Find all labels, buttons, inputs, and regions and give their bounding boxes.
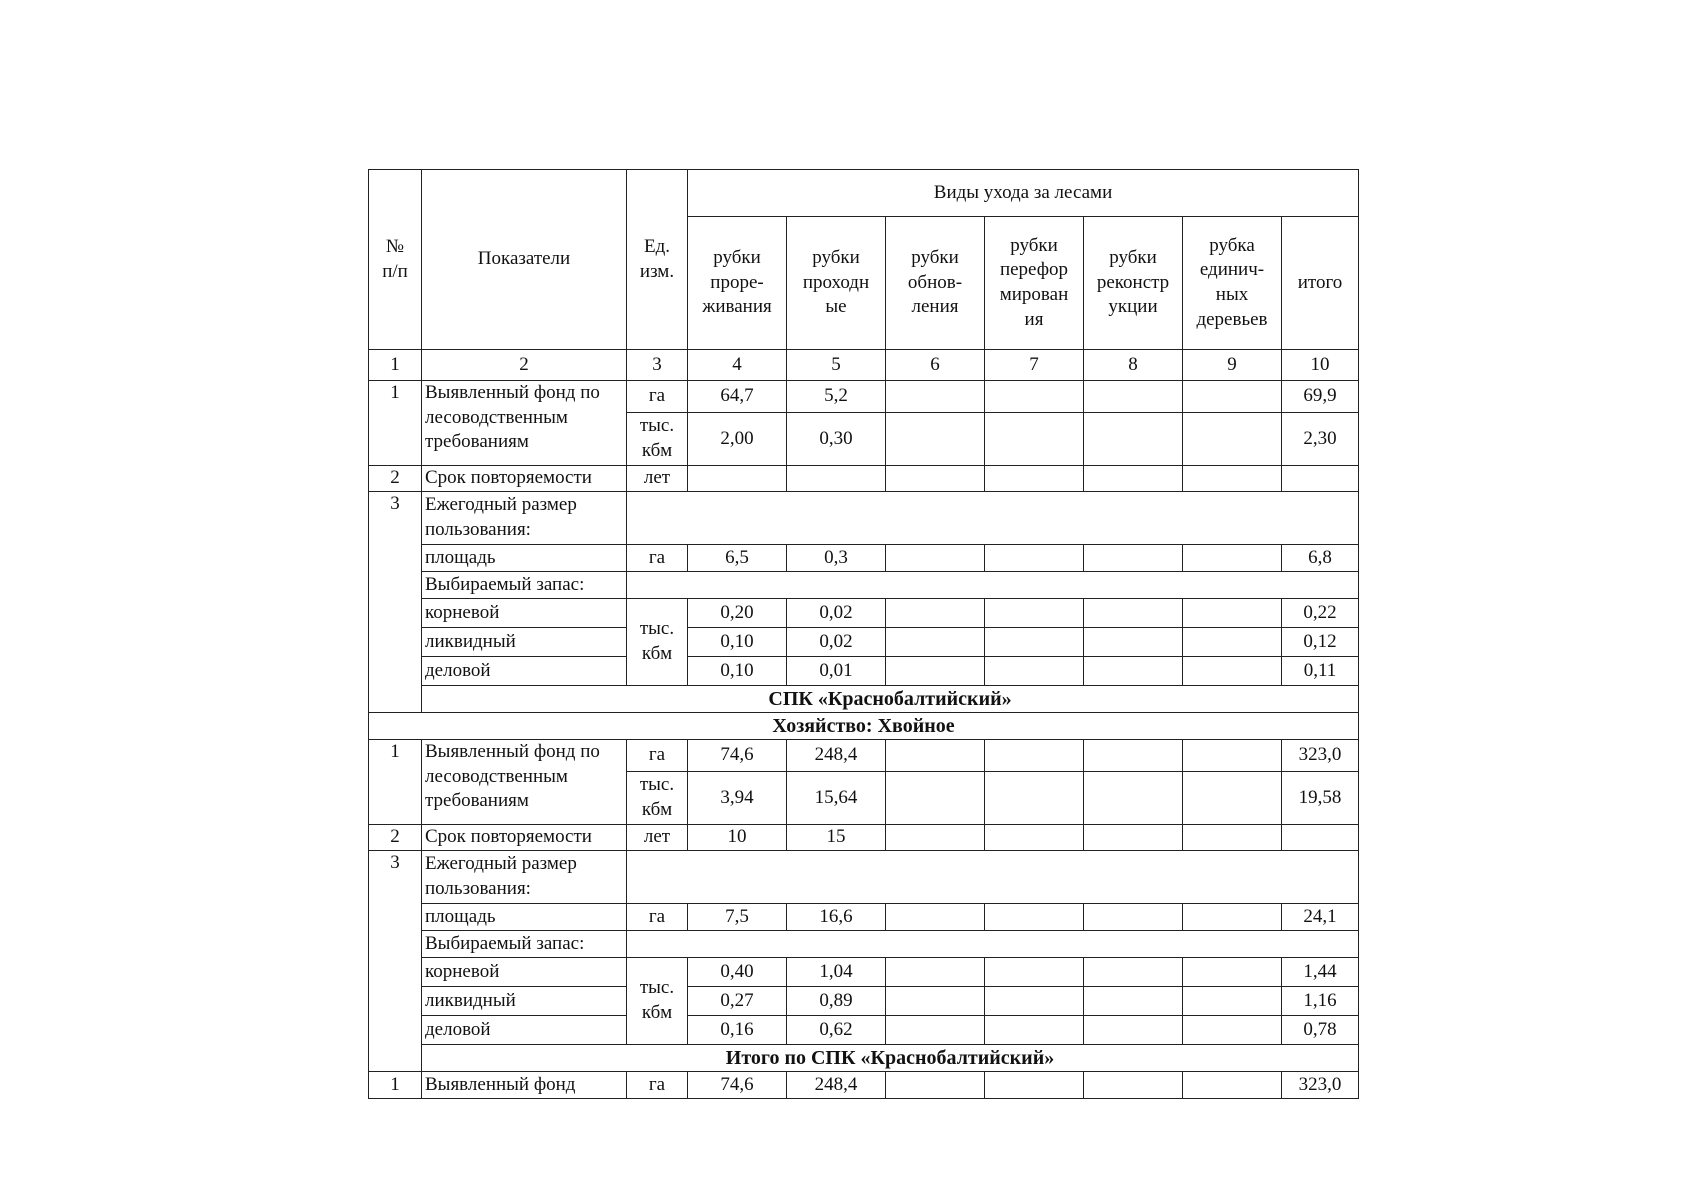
value-cell xyxy=(1183,1072,1282,1099)
unit-cell: лет xyxy=(627,825,688,851)
unit-cell: га xyxy=(627,904,688,931)
value-cell: 10 xyxy=(688,825,787,851)
unit-cell: тыс. кбм xyxy=(627,772,688,825)
value-cell xyxy=(886,1072,985,1099)
value-cell xyxy=(688,466,787,492)
value-cell xyxy=(1084,904,1183,931)
value-cell xyxy=(1084,740,1183,772)
table-row xyxy=(369,1045,1359,1072)
value-cell: 0,02 xyxy=(787,628,886,657)
value-cell xyxy=(985,545,1084,572)
value-cell xyxy=(985,657,1084,686)
value-cell xyxy=(1084,772,1183,825)
value-cell xyxy=(985,1016,1084,1045)
column-number: 1 xyxy=(369,350,422,381)
empty-cell xyxy=(627,851,1359,904)
value-cell xyxy=(1183,772,1282,825)
unit-cell: га xyxy=(627,1072,688,1099)
value-cell xyxy=(787,466,886,492)
value-cell: 0,30 xyxy=(787,413,886,466)
unit-cell: га xyxy=(627,381,688,413)
value-cell xyxy=(886,628,985,657)
value-cell: 0,62 xyxy=(787,1016,886,1045)
value-cell xyxy=(1084,599,1183,628)
value-cell: 1,16 xyxy=(1282,987,1359,1016)
value-cell xyxy=(886,413,985,466)
table-row xyxy=(369,628,1359,657)
indicator-label: Выявленный фонд по лесоводственным требованиям xyxy=(422,740,627,825)
column-number: 7 xyxy=(985,350,1084,381)
column-header: Ед. изм. xyxy=(627,170,688,350)
value-cell: 0,27 xyxy=(688,987,787,1016)
table-row xyxy=(369,987,1359,1016)
row-number: 1 xyxy=(369,1072,422,1099)
value-cell xyxy=(985,772,1084,825)
value-cell: 0,11 xyxy=(1282,657,1359,686)
value-cell: 15,64 xyxy=(787,772,886,825)
value-cell: 0,78 xyxy=(1282,1016,1359,1045)
value-cell xyxy=(1084,545,1183,572)
indicator-label: Срок повторяемости xyxy=(422,825,627,851)
value-cell xyxy=(1084,628,1183,657)
value-cell: 5,2 xyxy=(787,381,886,413)
value-cell xyxy=(1183,987,1282,1016)
value-cell: 1,04 xyxy=(787,958,886,987)
column-header: рубки проре- живания xyxy=(688,217,787,350)
value-cell xyxy=(886,772,985,825)
value-cell: 323,0 xyxy=(1282,740,1359,772)
table-row xyxy=(369,904,1359,931)
value-cell xyxy=(985,413,1084,466)
value-cell: 0,01 xyxy=(787,657,886,686)
indicator-label: ликвидный xyxy=(422,628,627,657)
indicator-label: деловой xyxy=(422,1016,627,1045)
row-number: 2 xyxy=(369,466,422,492)
value-cell xyxy=(886,545,985,572)
column-number: 5 xyxy=(787,350,886,381)
value-cell: 74,6 xyxy=(688,1072,787,1099)
indicator-label: Выбираемый запас: xyxy=(422,931,627,958)
table-row xyxy=(369,825,1359,851)
value-cell xyxy=(1084,958,1183,987)
row-number: 3 xyxy=(369,492,422,713)
value-cell: 74,6 xyxy=(688,740,787,772)
indicator-label: ликвидный xyxy=(422,987,627,1016)
column-number: 6 xyxy=(886,350,985,381)
value-cell: 6,8 xyxy=(1282,545,1359,572)
value-cell: 0,22 xyxy=(1282,599,1359,628)
value-cell xyxy=(1183,466,1282,492)
value-cell: 69,9 xyxy=(1282,381,1359,413)
column-number: 10 xyxy=(1282,350,1359,381)
value-cell: 6,5 xyxy=(688,545,787,572)
row-number: 1 xyxy=(369,381,422,466)
empty-cell xyxy=(627,492,1359,545)
value-cell xyxy=(1183,958,1282,987)
table-row xyxy=(369,381,1359,413)
table-row xyxy=(369,657,1359,686)
value-cell: 64,7 xyxy=(688,381,787,413)
value-cell: 2,00 xyxy=(688,413,787,466)
value-cell xyxy=(985,987,1084,1016)
value-cell: 248,4 xyxy=(787,740,886,772)
indicator-label: корневой xyxy=(422,958,627,987)
value-cell xyxy=(985,381,1084,413)
value-cell xyxy=(1183,628,1282,657)
value-cell xyxy=(1084,1016,1183,1045)
column-number: 2 xyxy=(422,350,627,381)
value-cell xyxy=(985,740,1084,772)
indicator-label: корневой xyxy=(422,599,627,628)
value-cell xyxy=(985,599,1084,628)
table-row xyxy=(369,931,1359,958)
value-cell: 0,89 xyxy=(787,987,886,1016)
value-cell: 0,20 xyxy=(688,599,787,628)
value-cell: 0,40 xyxy=(688,958,787,987)
row-number: 2 xyxy=(369,825,422,851)
value-cell xyxy=(1183,1016,1282,1045)
value-cell: 16,6 xyxy=(787,904,886,931)
value-cell xyxy=(1183,381,1282,413)
indicator-label: Выявленный фонд xyxy=(422,1072,627,1099)
column-header: итого xyxy=(1282,217,1359,350)
value-cell: 0,16 xyxy=(688,1016,787,1045)
indicator-label: площадь xyxy=(422,904,627,931)
table-row xyxy=(369,170,1359,217)
table-row xyxy=(369,958,1359,987)
value-cell xyxy=(1183,740,1282,772)
value-cell xyxy=(886,825,985,851)
unit-cell: тыс. кбм xyxy=(627,958,688,1045)
value-cell: 3,94 xyxy=(688,772,787,825)
table-row xyxy=(369,599,1359,628)
column-header: Показатели xyxy=(422,170,627,350)
table-row xyxy=(369,686,1359,713)
value-cell xyxy=(1183,825,1282,851)
value-cell: 1,44 xyxy=(1282,958,1359,987)
value-cell xyxy=(985,1072,1084,1099)
column-header: № п/п xyxy=(369,170,422,350)
column-header: рубки реконстр укции xyxy=(1084,217,1183,350)
value-cell xyxy=(1183,545,1282,572)
value-cell: 19,58 xyxy=(1282,772,1359,825)
value-cell: 248,4 xyxy=(787,1072,886,1099)
value-cell xyxy=(985,466,1084,492)
section-title: СПК «Краснобалтийский» xyxy=(422,686,1359,713)
unit-cell: га xyxy=(627,740,688,772)
value-cell: 0,12 xyxy=(1282,628,1359,657)
unit-cell: лет xyxy=(627,466,688,492)
value-cell xyxy=(886,987,985,1016)
indicator-label: Выявленный фонд по лесоводственным требованиям xyxy=(422,381,627,466)
column-number: 3 xyxy=(627,350,688,381)
value-cell xyxy=(985,628,1084,657)
unit-cell: тыс. кбм xyxy=(627,599,688,686)
column-group-header: Виды ухода за лесами xyxy=(688,170,1359,217)
value-cell xyxy=(886,657,985,686)
value-cell: 0,02 xyxy=(787,599,886,628)
value-cell xyxy=(1084,381,1183,413)
value-cell xyxy=(886,381,985,413)
table-row xyxy=(369,350,1359,381)
value-cell xyxy=(886,466,985,492)
value-cell xyxy=(1084,466,1183,492)
row-number: 1 xyxy=(369,740,422,825)
value-cell: 323,0 xyxy=(1282,1072,1359,1099)
value-cell xyxy=(886,599,985,628)
value-cell xyxy=(1084,987,1183,1016)
value-cell: 24,1 xyxy=(1282,904,1359,931)
table-row xyxy=(369,545,1359,572)
empty-cell xyxy=(627,572,1359,599)
value-cell xyxy=(886,904,985,931)
table-row xyxy=(369,1016,1359,1045)
empty-cell xyxy=(627,931,1359,958)
forest-care-table xyxy=(368,169,1359,1099)
value-cell: 0,3 xyxy=(787,545,886,572)
table-row xyxy=(369,466,1359,492)
table-row xyxy=(369,713,1359,740)
table-row xyxy=(369,851,1359,904)
column-header: рубка единич- ных деревьев xyxy=(1183,217,1282,350)
value-cell xyxy=(1084,825,1183,851)
column-header: рубки проходн ые xyxy=(787,217,886,350)
unit-cell: га xyxy=(627,545,688,572)
row-number: 3 xyxy=(369,851,422,1072)
value-cell xyxy=(886,958,985,987)
value-cell xyxy=(1084,1072,1183,1099)
value-cell: 2,30 xyxy=(1282,413,1359,466)
value-cell xyxy=(1282,825,1359,851)
column-number: 8 xyxy=(1084,350,1183,381)
table-row xyxy=(369,1072,1359,1099)
value-cell xyxy=(985,904,1084,931)
indicator-label: Срок повторяемости xyxy=(422,466,627,492)
indicator-label: Ежегодный размер пользования: xyxy=(422,851,627,904)
value-cell xyxy=(1282,466,1359,492)
column-number: 9 xyxy=(1183,350,1282,381)
unit-cell: тыс. кбм xyxy=(627,413,688,466)
value-cell xyxy=(886,1016,985,1045)
column-number: 4 xyxy=(688,350,787,381)
value-cell xyxy=(1183,904,1282,931)
value-cell xyxy=(1183,599,1282,628)
value-cell: 15 xyxy=(787,825,886,851)
value-cell xyxy=(985,825,1084,851)
value-cell xyxy=(1084,413,1183,466)
column-header: рубки перефор мирован ия xyxy=(985,217,1084,350)
value-cell xyxy=(1183,657,1282,686)
section-title: Хозяйство: Хвойное xyxy=(369,713,1359,740)
indicator-label: деловой xyxy=(422,657,627,686)
indicator-label: Выбираемый запас: xyxy=(422,572,627,599)
value-cell: 7,5 xyxy=(688,904,787,931)
indicator-label: площадь xyxy=(422,545,627,572)
column-header: рубки обнов- ления xyxy=(886,217,985,350)
value-cell xyxy=(985,958,1084,987)
value-cell xyxy=(1084,657,1183,686)
table-row xyxy=(369,492,1359,545)
value-cell xyxy=(886,740,985,772)
value-cell: 0,10 xyxy=(688,628,787,657)
section-title: Итого по СПК «Краснобалтийский» xyxy=(422,1045,1359,1072)
table-row xyxy=(369,572,1359,599)
value-cell xyxy=(1183,413,1282,466)
table-row xyxy=(369,740,1359,772)
indicator-label: Ежегодный размер пользования: xyxy=(422,492,627,545)
value-cell: 0,10 xyxy=(688,657,787,686)
